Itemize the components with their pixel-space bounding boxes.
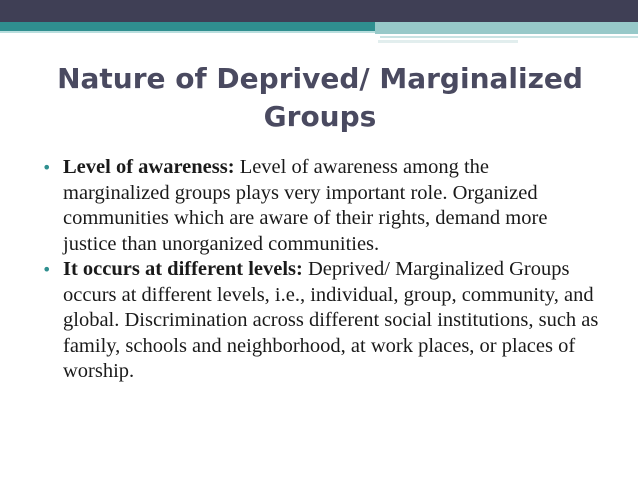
bullet-list — [40, 155, 600, 385]
bullet-dot-icon: • — [42, 260, 52, 279]
bullet-item-levels — [40, 257, 600, 385]
bullet-term: It occurs at different levels: — [63, 258, 303, 280]
bullet-dot-icon: • — [42, 158, 52, 177]
accent-strip-light — [375, 22, 638, 34]
bullet-text: Deprived/ Marginalized Groups occurs at different levels, i.e., individual, group, community, and global. Discrimination across different social institutions, such as family, schools and neighborhood, at work places, or places of worship. — [63, 258, 599, 382]
accent-line-right — [380, 36, 638, 38]
accent-line-short — [378, 40, 518, 43]
bullet-item-awareness — [40, 155, 600, 257]
bullet-text: Level of awareness among the marginalized groups plays very important role. Organized communities which are aware of their rights, demand more justice than unorganized communities. — [63, 156, 548, 255]
bullet-term: Level of awareness: — [63, 156, 235, 178]
header-band — [0, 0, 638, 22]
slide-title: Nature of Deprived/ Marginalized Groups — [57, 62, 583, 133]
accent-line — [0, 31, 375, 33]
